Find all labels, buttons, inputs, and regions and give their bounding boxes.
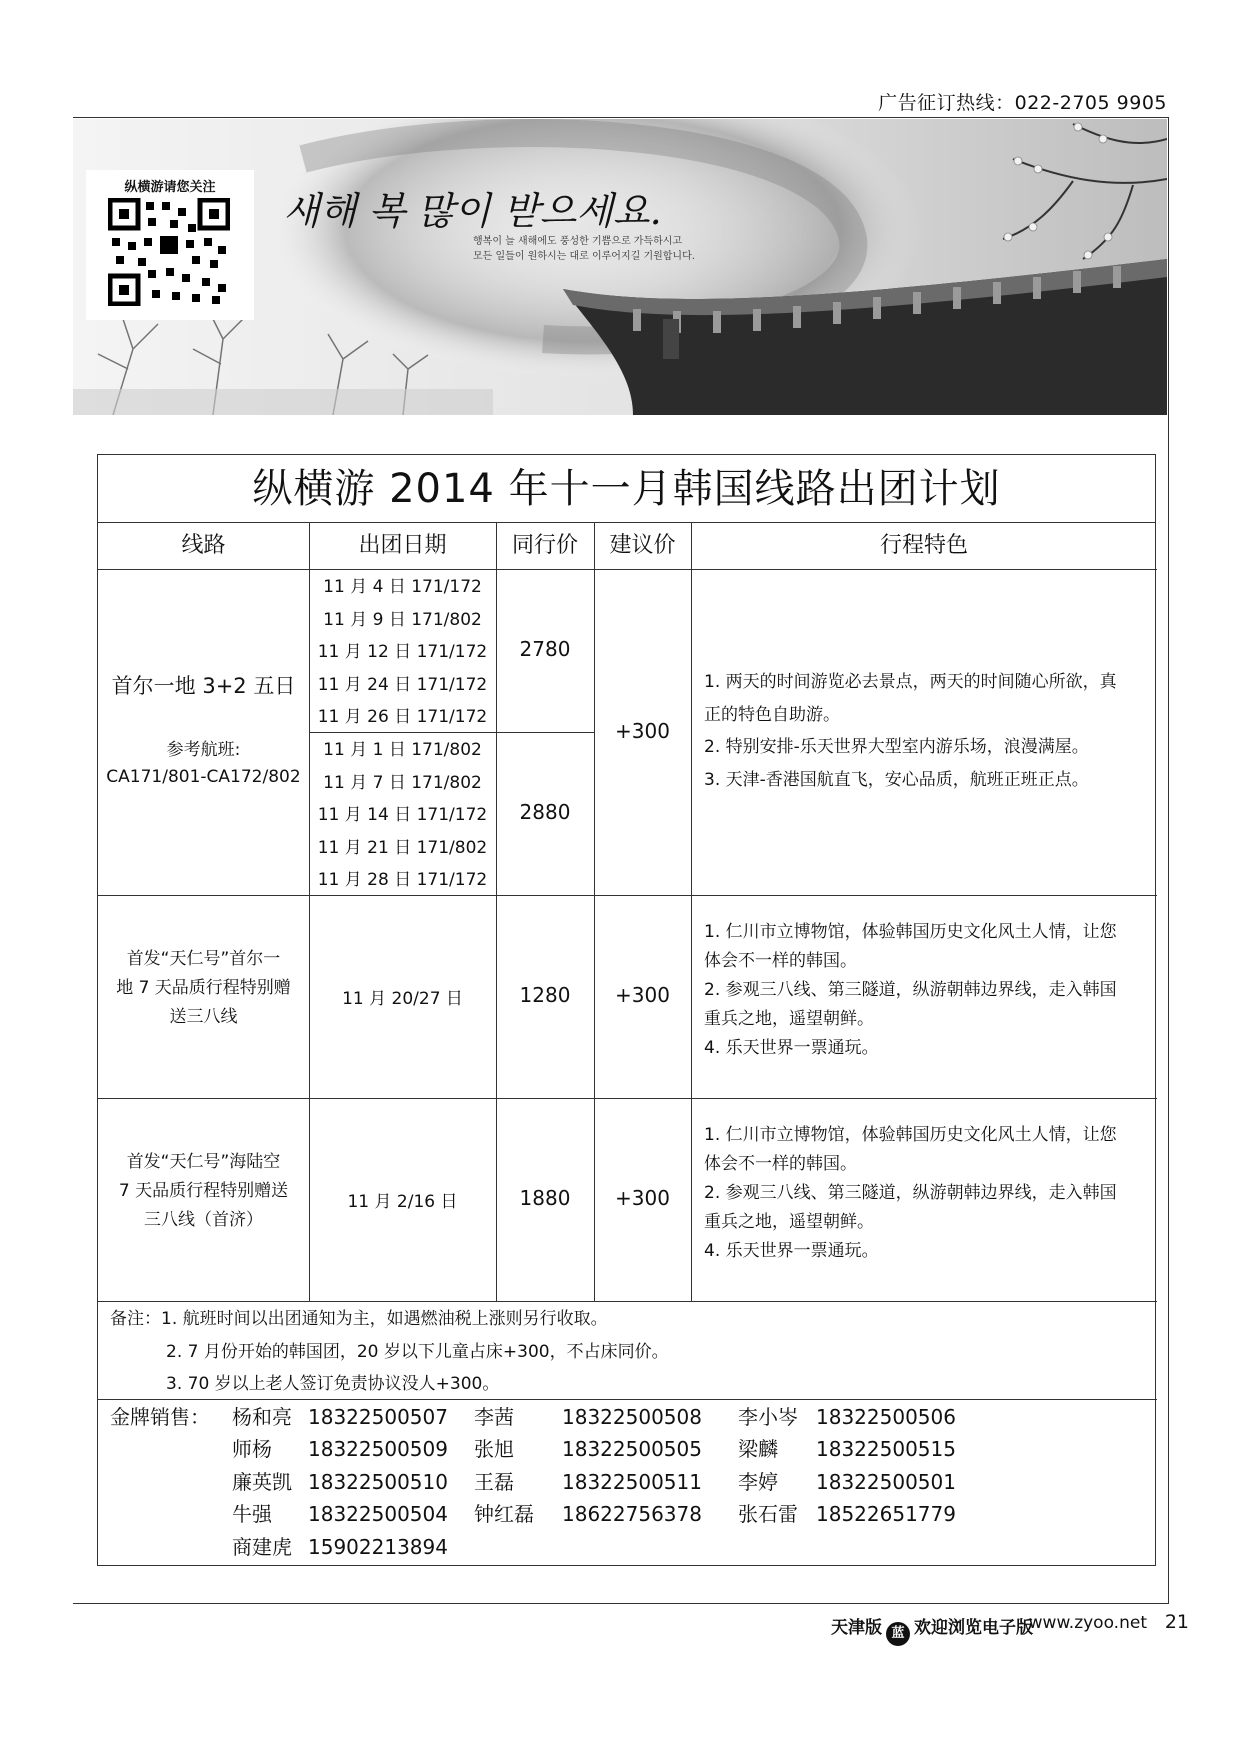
route1-features <box>704 666 1149 796</box>
date-item: 11 月 7 日 171/802 <box>323 772 482 793</box>
feature-line: 1. 仁川市立博物馆，体验韩国历史文化风土人情，让您 <box>704 922 1117 942</box>
col-header-trade-price: 同行价 <box>511 533 578 558</box>
sales-name: 廉英凯 <box>232 1469 292 1494</box>
sales-phone: 18622756378 <box>562 1502 702 1527</box>
sales-phone: 18522651779 <box>816 1502 956 1527</box>
route3-name-line: 7 天品质行程特别赠送 <box>118 1181 289 1201</box>
note-line: 2. 7 月份开始的韩国团，20 岁以下儿童占床+300，不占床同价。 <box>166 1341 669 1362</box>
route2-dates: 11 月 20/27 日 <box>342 989 463 1009</box>
date-item: 11 月 24 日 171/172 <box>317 674 488 695</box>
feature-line: 体会不一样的韩国。 <box>704 951 857 971</box>
greeting-subtext-1: 행복이 늘 새해에도 풍성한 기쁨으로 가득하시고 <box>473 236 683 247</box>
feature-line: 1. 两天的时间游览必去景点，两天的时间随心所欲，真 <box>704 672 1117 692</box>
date-item: 11 月 12 日 171/172 <box>317 642 488 663</box>
route2-name-line: 送三八线 <box>169 1007 238 1027</box>
feature-line: 体会不一样的韩国。 <box>704 1154 857 1174</box>
website-link[interactable]: www.zyoo.net <box>1028 1613 1147 1633</box>
sales-phone: 18322500505 <box>562 1437 702 1462</box>
sales-entry <box>474 1498 702 1530</box>
route3-dates: 11 月 2/16 日 <box>347 1192 458 1212</box>
sales-name: 李茜 <box>474 1405 514 1429</box>
sales-phone: 18322500509 <box>308 1437 448 1462</box>
route2-name-line: 地 7 天品质行程特别赠 <box>116 978 291 998</box>
date-item: 11 月 26 日 171/172 <box>317 707 488 728</box>
sales-name: 梁麟 <box>738 1437 778 1462</box>
welcome-text: 欢迎浏览电子版 <box>914 1618 1033 1638</box>
route1-group2-price: 2880 <box>519 800 571 824</box>
frame-bottom-rule <box>73 1603 1169 1604</box>
feature-line: 重兵之地，遥望朝鲜。 <box>704 1009 874 1029</box>
date-item: 11 月 28 日 171/172 <box>317 870 488 891</box>
route1-name: 首尔一地 3+2 五日 <box>111 674 296 698</box>
sales-entry <box>232 1531 448 1563</box>
sales-name: 张旭 <box>474 1437 514 1462</box>
sales-entry <box>738 1466 956 1498</box>
sales-entry <box>232 1466 448 1498</box>
feature-line: 4. 乐天世界一票通玩。 <box>704 1241 879 1261</box>
date-item: 11 月 1 日 171/802 <box>323 740 482 760</box>
sales-entry <box>738 1498 956 1530</box>
edition-label: 天津版 <box>831 1618 882 1638</box>
route3-name-line: 三八线（首济） <box>144 1210 263 1230</box>
sales-column-3 <box>738 1401 956 1531</box>
sales-name: 李小岑 <box>738 1405 798 1429</box>
sales-phone: 18322500501 <box>816 1469 956 1494</box>
route3-features <box>704 1121 1149 1266</box>
qr-code-icon <box>108 198 230 306</box>
feature-line: 2. 参观三八线、第三隧道，纵游朝韩边界线，走入韩国 <box>704 1183 1117 1203</box>
sales-entry <box>474 1466 702 1498</box>
sales-entry <box>232 1433 448 1465</box>
sales-entry <box>232 1498 448 1530</box>
sales-phone: 18322500508 <box>562 1405 702 1429</box>
document-title: 纵横游 2014 年十一月韩国线路出团计划 <box>98 455 1155 523</box>
route2-name <box>106 945 301 1032</box>
date-item: 11 月 21 日 171/802 <box>317 837 488 858</box>
route3-price: 1880 <box>519 1186 571 1210</box>
route3-name-line: 首发“天仁号”海陆空 <box>126 1152 281 1172</box>
col-header-suggest-price: 建议价 <box>609 533 676 558</box>
col-header-route: 线路 <box>181 533 226 558</box>
feature-line: 2. 特别安排-乐天世界大型室内游乐场，浪漫满屋。 <box>704 737 1089 758</box>
col-header-date: 出团日期 <box>358 533 447 558</box>
date-item: 11 月 14 日 171/172 <box>317 805 488 826</box>
sales-phone: 18322500507 <box>308 1405 448 1429</box>
sales-name: 商建虎 <box>232 1534 292 1559</box>
page-number: 21 <box>1164 1611 1189 1633</box>
route2-name-line: 首发“天仁号”首尔一 <box>126 949 281 969</box>
sales-column-2 <box>474 1401 702 1531</box>
feature-line: 3. 天津-香港国航直飞，安心品质，航班正班正点。 <box>704 769 1089 790</box>
route3-name <box>106 1148 301 1235</box>
sales-name: 牛强 <box>232 1502 272 1527</box>
sales-name: 王磊 <box>474 1469 514 1494</box>
sales-phone: 15902213894 <box>308 1534 448 1559</box>
edition-badge-icon: 蓝 <box>886 1622 910 1646</box>
route1-group2-dates <box>309 734 496 897</box>
sales-entry <box>474 1433 702 1465</box>
feature-line: 1. 仁川市立博物馆，体验韩国历史文化风土人情，让您 <box>704 1125 1117 1145</box>
sales-entry <box>232 1401 448 1433</box>
sales-label: 金牌销售： <box>110 1405 210 1429</box>
feature-line: 4. 乐天世界一票通玩。 <box>704 1038 879 1058</box>
note-line: 备注：1. 航班时间以出团通知为主，如遇燃油税上涨则另行收取。 <box>110 1309 608 1329</box>
sales-name: 张石雷 <box>738 1502 798 1527</box>
sales-name: 钟红磊 <box>474 1502 534 1527</box>
date-item: 11 月 9 日 171/802 <box>323 609 482 630</box>
route1-flight-label: 参考航班: <box>166 740 241 760</box>
route2-price: 1280 <box>519 983 571 1007</box>
tour-plan-table <box>97 454 1156 1566</box>
sales-name: 杨和亮 <box>232 1405 292 1429</box>
sales-entry <box>474 1401 702 1433</box>
route2-features <box>704 918 1149 1063</box>
footer-edition <box>831 1613 1033 1646</box>
frame-right-rule <box>1168 117 1169 1603</box>
route1-group1-dates <box>309 571 496 734</box>
feature-line: 2. 参观三八线、第三隧道，纵游朝韩边界线，走入韩国 <box>704 980 1117 1000</box>
sales-column-1 <box>232 1401 448 1563</box>
sales-phone: 18322500506 <box>816 1405 956 1429</box>
route1-suggest-price: +300 <box>615 719 670 743</box>
note-line: 3. 70 岁以上老人签订免责协议没人+300。 <box>166 1374 500 1394</box>
sales-phone: 18322500515 <box>816 1437 956 1462</box>
route3-suggest-price: +300 <box>615 1186 670 1210</box>
qr-title: 纵横游请您关注 <box>124 180 216 195</box>
col-header-features: 行程特色 <box>879 533 968 558</box>
ad-hotline: 广告征订热线：022-2705 9905 <box>878 92 1167 114</box>
route1-flight-code: CA171/801-CA172/802 <box>106 767 301 787</box>
feature-line: 重兵之地，遥望朝鲜。 <box>704 1212 874 1232</box>
date-item: 11 月 4 日 171/172 <box>323 577 482 597</box>
frame-top-rule <box>73 117 1169 118</box>
qr-follow-panel <box>86 170 254 320</box>
sales-phone: 18322500504 <box>308 1502 448 1527</box>
sales-name: 李婷 <box>738 1469 778 1494</box>
sales-entry <box>738 1401 956 1433</box>
sales-phone: 18322500511 <box>562 1469 702 1494</box>
sales-name: 师杨 <box>232 1437 272 1462</box>
greeting-text: 새해 복 많이 받으세요. <box>283 189 662 233</box>
greeting-subtext-2: 모든 일들이 원하시는 대로 이루어지길 기원합니다. <box>473 251 695 262</box>
sales-entry <box>738 1433 956 1465</box>
route1-group1-price: 2780 <box>519 637 571 661</box>
route2-suggest-price: +300 <box>615 983 670 1007</box>
sales-phone: 18322500510 <box>308 1469 448 1494</box>
feature-line: 正的特色自助游。 <box>704 704 840 725</box>
notes-block <box>110 1303 1150 1401</box>
